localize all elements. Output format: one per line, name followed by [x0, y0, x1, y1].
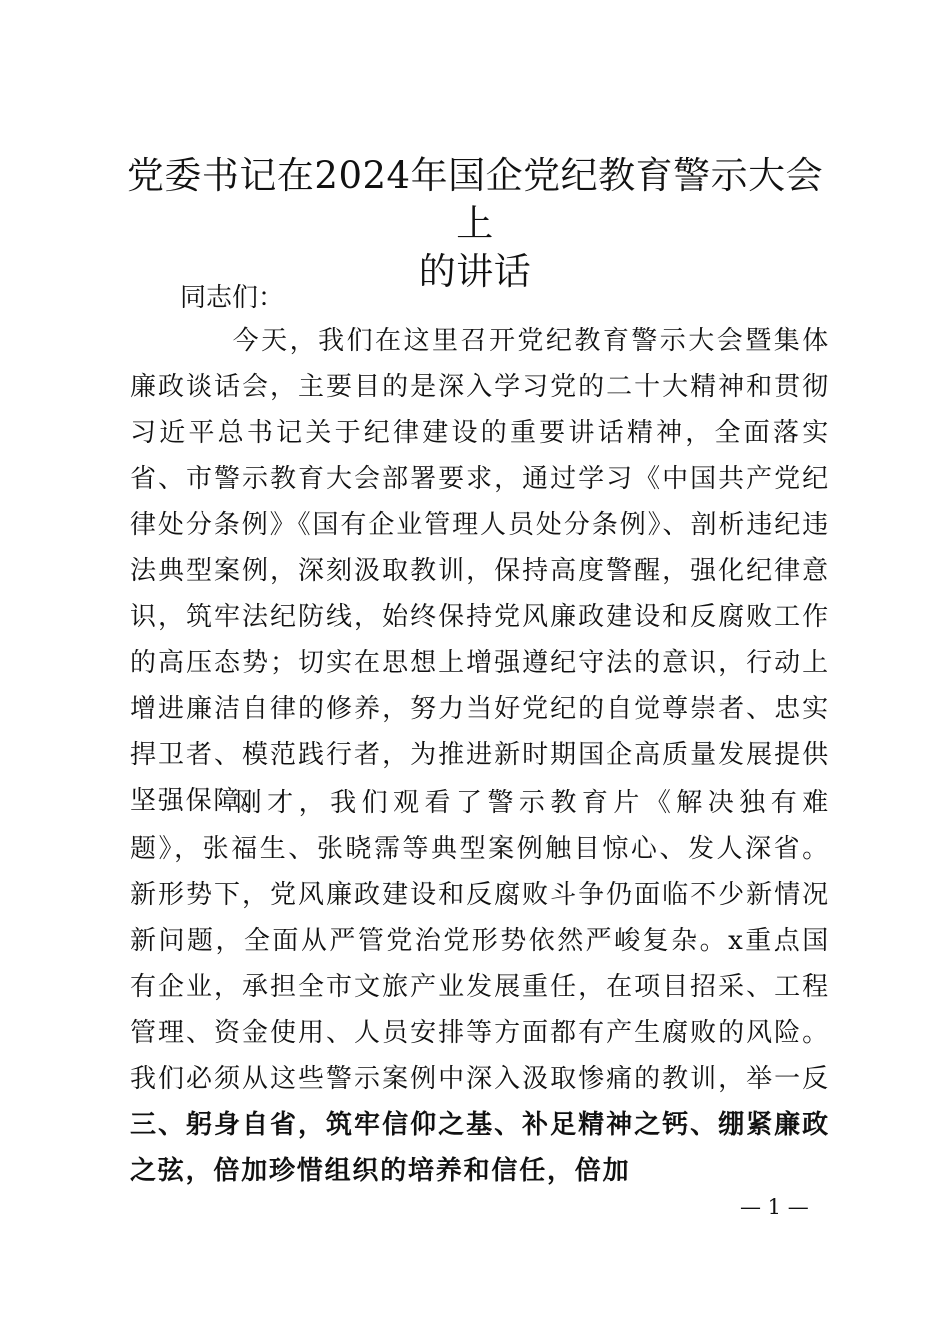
paragraph-2	[130, 780, 830, 1194]
document-title	[120, 152, 830, 296]
paragraph-1-text: 今天，我们在这里召开党纪教育警示大会暨集体廉政谈话会，主要目的是深入学习党的二十大精神和贯彻习近平总书记关于纪律建设的重要讲话精神，全面落实省、市警示教育大会部署要求，通过学习《中国共产党纪律处分条例》《国有企业管理人员处分条例》、剖析违纪违法典型案例，深刻汲取教训，保持高度警醒，强化纪律意识，筑牢法纪防线，始终保持党风廉政建设和反腐败工作的高压态势；切实在思想上增强遵纪守法的意识，行动上增进廉洁自律的修养，努力当好党纪的自觉尊崇者、忠实捍卫者、模范践行者，为推进新时期国企高质量发展提供坚强保障。	[130, 326, 830, 816]
paragraph-1	[130, 318, 830, 824]
paragraph-2-text: 刚才，我们观看了警示教育片《解决独有难题》，张福生、张晓霈等典型案例触目惊心、发人深省。新形势下，党风廉政建设和反腐败斗争仍面临不少新情况新问题，全面从严管党治党形势依然严峻复杂。x重点国有企业，承担全市文旅产业发展重任，在项目招采、工程管理、资金使用、人员安排等方面都有产生腐败的风险。我们必须从这些警示案例中深入汲取惨痛的教训，举一反	[130, 788, 830, 1094]
page-number: — 1 —	[740, 1195, 809, 1219]
paragraph-2-bold-text: 三、躬身自省，筑牢信仰之基、补足精神之钙、绷紧廉政之弦，倍加珍惜组织的培养和信任，倍加	[130, 1110, 830, 1186]
salutation: 同志们：	[180, 283, 285, 313]
title-line-1: 党委书记在2024年国企党纪教育警示大会上	[126, 154, 824, 245]
title-line-2: 的讲话	[418, 250, 532, 293]
